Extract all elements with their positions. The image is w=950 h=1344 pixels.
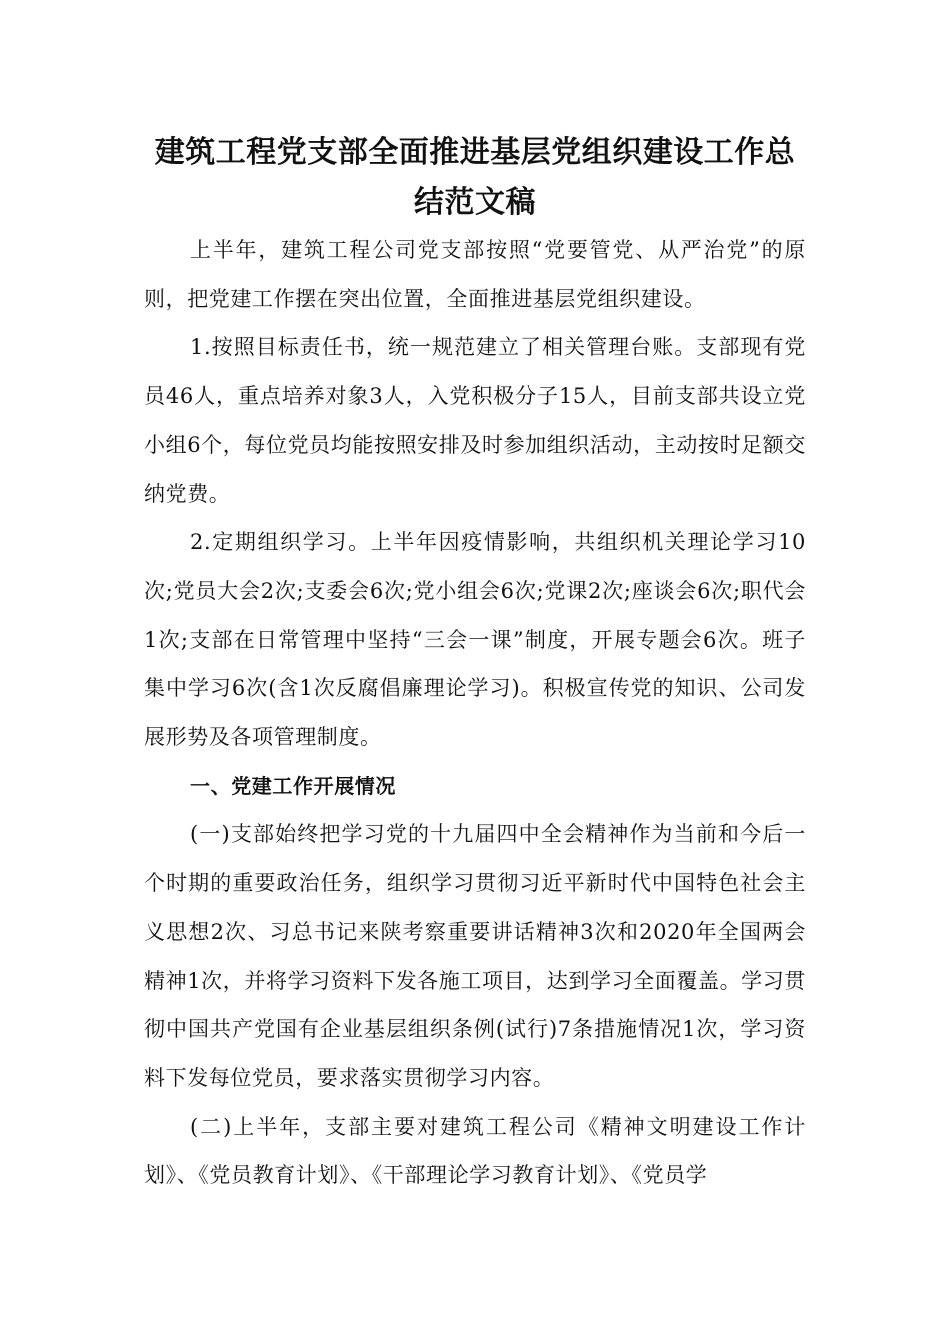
paragraph-item-2: 2.定期组织学习。上半年因疫情影响，共组织机关理论学习10次;党员大会2次;支委会6次;党小组会6次;党课2次;座谈会6次;职代会1次;支部在日常管理中坚持“三会一课”制度，开展专题会6次。班子集中学习6次(含1次反腐倡廉理论学习)。积极宣传党的知识、公司发展形势及各项管理制度。 xyxy=(144,530,806,750)
paragraph-item-1: 1.按照目标责任书，统一规范建立了相关管理台账。支部现有党员46人，重点培养对象3人，入党积极分子15人，目前支部共设立党小组6个，每位党员均能按照安排及时参加组织活动，主动按时足额交纳党费。 xyxy=(144,335,806,506)
section-heading: 一、党建工作开展情况 xyxy=(190,773,396,798)
paragraph-section-2: (二)上半年，支部主要对建筑工程公司《精神文明建设工作计划》、《党员教育计划》、《干部理论学习教育计划》、《党员学 xyxy=(144,1114,806,1188)
paragraph-intro: 上半年，建筑工程公司党支部按照“党要管党、从严治党”的原则，把党建工作摆在突出位置，全面推进基层党组织建设。 xyxy=(144,238,806,311)
paragraph-section-1: (一)支部始终把学习党的十九届四中全会精神作为当前和今后一个时期的重要政治任务，组织学习贯彻习近平新时代中国特色社会主义思想2次、习总书记来陕考察重要讲话精神3次和2020年全国两会精神1次，并将学习资料下发各施工项目，达到学习全面覆盖。学习贯彻中国共产党国有企业基层组织条例(试行)7条措施情况1次，学习资料下发每位党员，要求落实贯彻学习内容。 xyxy=(144,822,806,1090)
document-body xyxy=(144,226,806,1200)
document-title: 建筑工程党支部全面推进基层党组织建设工作总结范文稿 xyxy=(154,135,796,220)
